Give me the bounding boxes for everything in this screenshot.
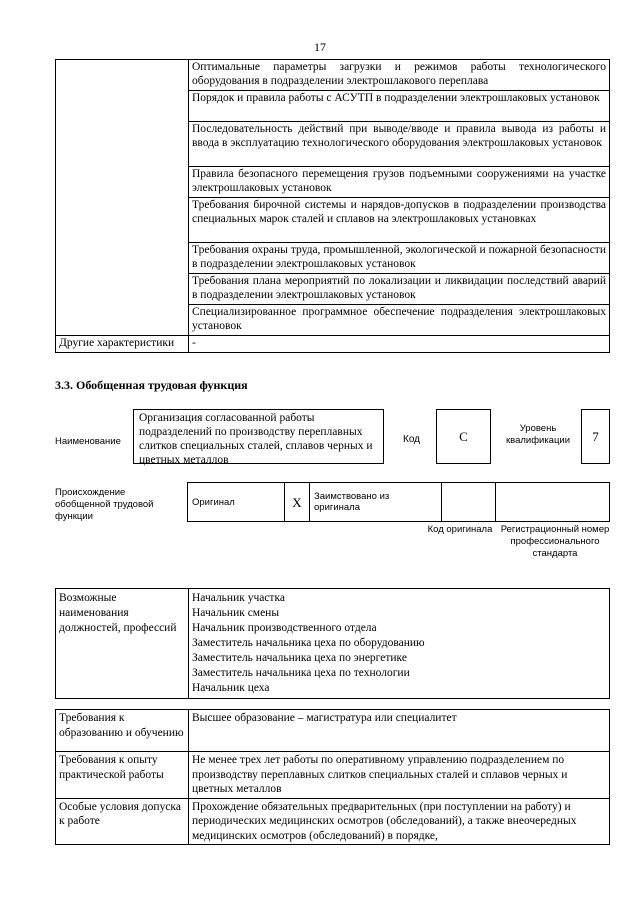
position-item: Начальник производственного отдела [192,622,377,634]
caption-registration-number: Регистрационный номер профессионального стандарта [500,524,610,559]
page-number: 17 [314,40,326,54]
knowledge-table [55,59,610,353]
empty-cell [56,60,189,336]
level-value: 7 [581,409,610,464]
original-mark: X [285,483,310,522]
positions-list [189,589,610,699]
position-item: Заместитель начальника цеха по оборудованию [192,637,425,649]
position-item: Начальник цеха [192,682,270,694]
knowledge-item: Правила безопасного перемещения грузов подъемными сооружениями на участке электрошлаковых установок [189,167,610,198]
function-name: Организация согласованной работы подразделений по производству переплавных слитков специальных сталей, сплавов черных и цветных металлов [133,409,384,464]
name-label: Наименование [55,436,121,447]
experience-value: Не менее трех лет работы по оперативному управлению подразделением по производству переплавных слитков специальных сталей и сплавов черных и цветных металлов [189,752,610,799]
level-label: Уровень квалификации [505,423,571,446]
experience-label: Требования к опыту практической работы [56,752,189,799]
knowledge-item: Оптимальные параметры загрузки и режимов работы технологического оборудования в подразделении электрошлакового переплава [189,60,610,91]
other-characteristics-label: Другие характеристики [56,336,189,353]
position-item: Начальник смены [192,607,280,619]
knowledge-item: Требования охраны труда, промышленной, экологической и пожарной безопасности в подразделении электрошлаковых установок [189,243,610,274]
education-label: Требования к образованию и обучению [56,710,189,752]
positions-label: Возможные наименования должностей, профессий [56,589,189,699]
positions-table [55,588,610,699]
origin-label: Происхождение обобщенной трудовой функции [55,487,154,522]
original-label: Оригинал [188,483,285,522]
knowledge-item: Требования бирочной системы и нарядов-допусков в подразделении производства специальных марок сталей и сплавов на электрошлаковых установках [189,198,610,243]
caption-original-code: Код оригинала [427,524,493,535]
knowledge-item: Последовательность действий при выводе/вводе и правила вывода из работы и ввода в эксплуатацию технологического оборудования электрошлаковых установок [189,122,610,167]
original-code-cell [442,483,496,522]
origin-table [187,482,610,522]
borrowed-label: Заимствовано из оригинала [310,483,442,522]
position-item: Начальник участка [192,592,285,604]
registration-number-cell [496,483,610,522]
section-title: 3.3. Обобщенная трудовая функция [55,378,248,392]
position-item: Заместитель начальника цеха по энергетике [192,652,407,664]
admission-label: Особые условия допуска к работе [56,798,189,845]
code-label: Код [403,434,421,445]
education-value: Высшее образование – магистратура или специалитет [189,710,610,752]
admission-value: Прохождение обязательных предварительных (при поступлении на работу) и периодических медицинских осмотров (обследований), а также внеочередных медицинских осмотров (обследований) в порядке, [189,798,610,845]
code-value: C [436,409,491,464]
requirements-table [55,709,610,845]
knowledge-item: Требования плана мероприятий по локализации и ликвидации последствий аварий в подразделении электрошлаковых установок [189,274,610,305]
position-item: Заместитель начальника цеха по технологии [192,667,410,679]
knowledge-item: Порядок и правила работы с АСУТП в подразделении электрошлаковых установок [189,91,610,122]
knowledge-item: Специализированное программное обеспечение подразделения электрошлаковых установок [189,305,610,336]
other-characteristics-value: - [189,336,610,353]
